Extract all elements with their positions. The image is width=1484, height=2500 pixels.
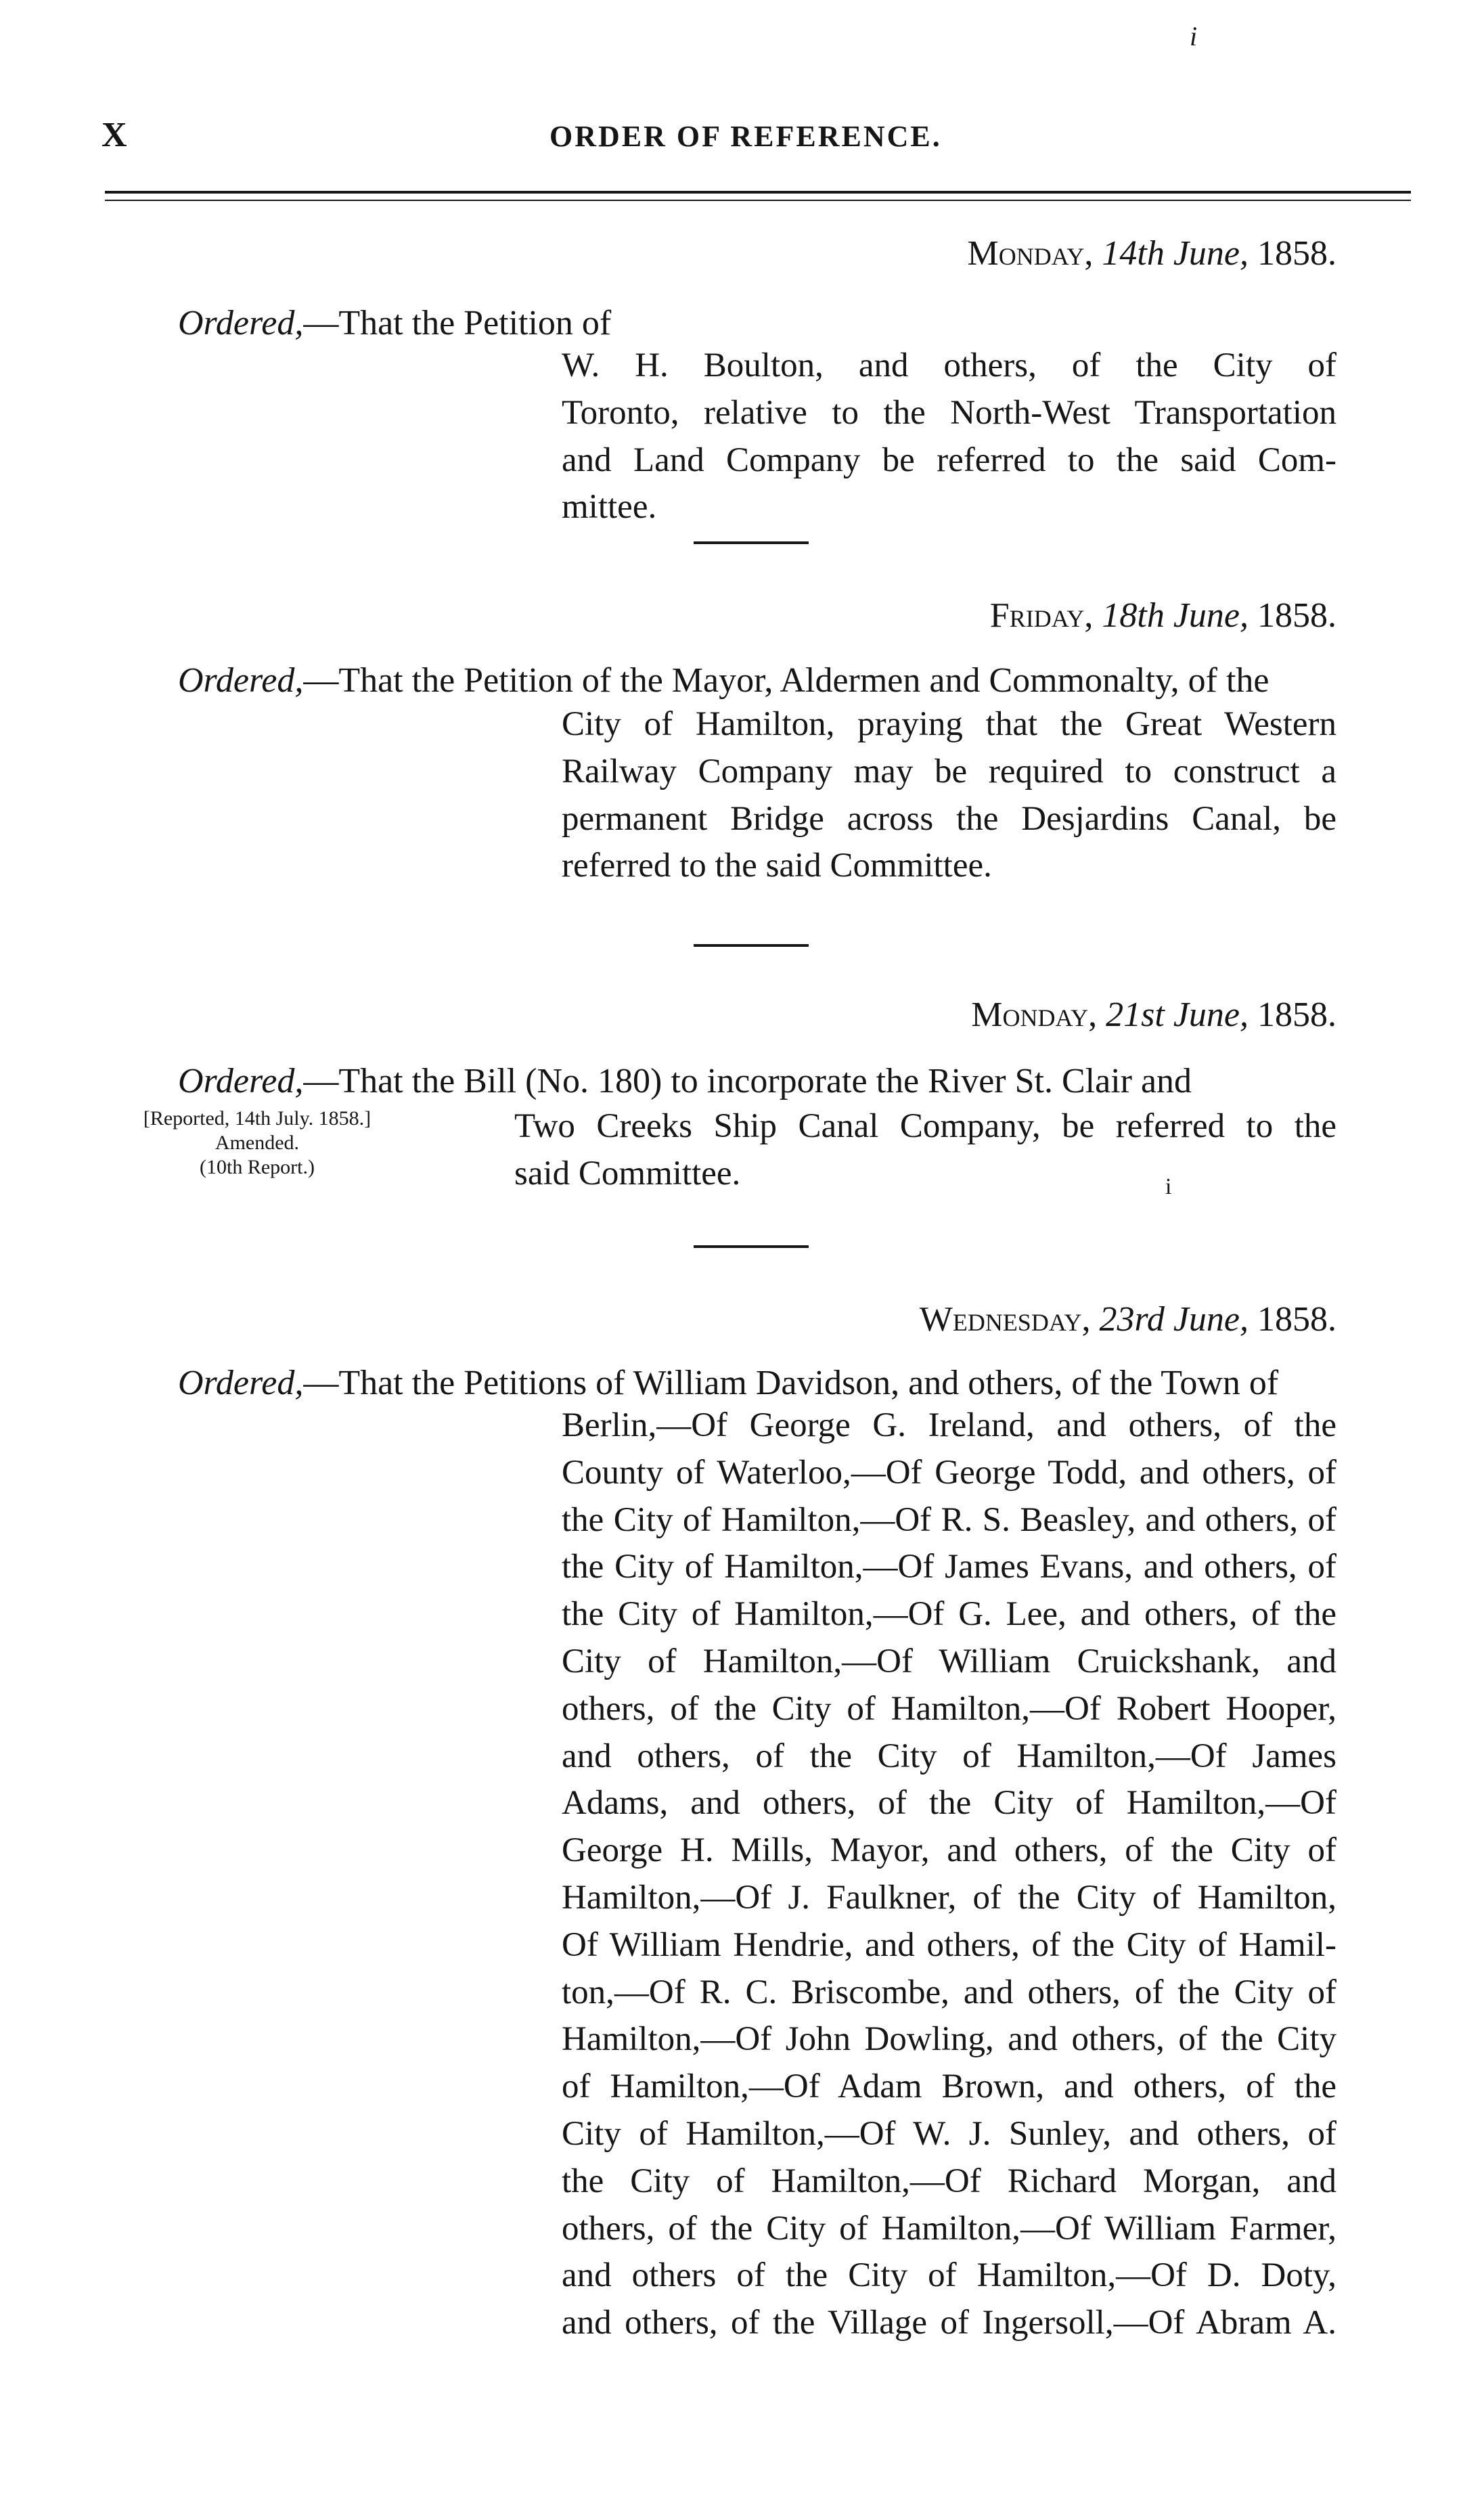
body-line: W. H. Boulton, and others, of the City of	[562, 347, 1336, 384]
body-line: the City of Hamilton,—Of G. Lee, and others, of the	[562, 1595, 1336, 1634]
page-number: X	[102, 116, 129, 154]
ordered-lead: —That the Bill (No. 180) to incorporate the River St. Clair and	[303, 1062, 1192, 1100]
ordered-label: Ordered,	[178, 661, 304, 700]
ordered-line	[178, 1061, 1192, 1101]
ordered-lead: —That the Petition of the Mayor, Aldermen and Commonalty, of the	[303, 661, 1269, 700]
ordered-lead: —That the Petition of	[303, 304, 612, 342]
ordered-line	[178, 661, 1269, 700]
body-line: mittee.	[562, 488, 657, 527]
body-line: Railway Company may be required to construct a	[562, 752, 1336, 790]
section-separator	[694, 944, 809, 947]
body-line: Hamilton,—Of John Dowling, and others, of the City	[562, 2020, 1336, 2059]
body-line: City of Hamilton,—Of William Cruickshank, and	[562, 1642, 1336, 1680]
ordered-label: Ordered,	[178, 1062, 304, 1100]
ordered-label: Ordered,	[178, 1364, 304, 1402]
body-line: others, of the City of Hamilton,—Of William Farmer,	[562, 2209, 1336, 2248]
section-separator	[694, 1245, 809, 1248]
entry-date: Wednesday, 23rd June, 1858.	[919, 1300, 1336, 1339]
body-line: County of Waterloo,—Of George Todd, and others, of	[562, 1453, 1336, 1492]
body-line: Hamilton,—Of J. Faulkner, of the City of Hamilton,	[562, 1878, 1336, 1917]
body-line: others, of the City of Hamilton,—Of Robert Hooper,	[562, 1689, 1336, 1728]
entry-body	[562, 701, 1336, 890]
entry-body	[514, 1103, 1336, 1198]
body-line: the City of Hamilton,—Of James Evans, and others, of	[562, 1548, 1336, 1586]
entry-date: Monday, 14th June, 1858.	[967, 234, 1336, 273]
entry-body	[562, 1402, 1336, 2347]
body-line: the City of Hamilton,—Of Richard Morgan, and	[562, 2162, 1336, 2200]
body-line: Toronto, relative to the North-West Transportation	[562, 393, 1336, 432]
margin-note-line: Amended.	[215, 1132, 300, 1154]
section-separator	[694, 541, 809, 544]
body-line: permanent Bridge across the Desjardins Canal, be	[562, 799, 1336, 838]
body-line: City of Hamilton, praying that the Great Western	[562, 705, 1336, 743]
margin-note-line: [Reported, 14th July. 1858.]	[143, 1107, 372, 1130]
body-line: and others, of the Village of Ingersoll,—Of Abram A.	[562, 2304, 1336, 2342]
body-line: referred to the said Committee.	[562, 847, 992, 885]
entry-date: Friday, 18th June, 1858.	[989, 596, 1336, 635]
ordered-line	[178, 1363, 1278, 1403]
body-line: and others of the City of Hamilton,—Of D. Doty,	[562, 2256, 1336, 2295]
body-line: George H. Mills, Mayor, and others, of the City of	[562, 1831, 1336, 1870]
body-line: ton,—Of R. C. Briscombe, and others, of the City of	[562, 1973, 1336, 2011]
body-line: Of William Hendrie, and others, of the City of Hamil-	[562, 1925, 1336, 1964]
ordered-label: Ordered,	[178, 304, 304, 342]
body-line: said Committee.	[514, 1154, 741, 1192]
entry-date: Monday, 21st June, 1858.	[971, 996, 1336, 1034]
running-head: ORDER OF REFERENCE.	[549, 120, 942, 153]
body-line: Berlin,—Of George G. Ireland, and others, of the	[562, 1406, 1336, 1444]
body-line: of Hamilton,—Of Adam Brown, and others, of the	[562, 2068, 1336, 2106]
body-line: City of Hamilton,—Of W. J. Sunley, and others, of	[562, 2114, 1336, 2153]
corner-mark: i	[1190, 21, 1198, 51]
body-line: and Land Company be referred to the said Com-	[562, 441, 1336, 479]
header-rule-thin	[105, 200, 1411, 201]
body-line: Adams, and others, of the City of Hamilton,—Of	[562, 1784, 1336, 1823]
header-rule-thick	[105, 191, 1411, 194]
body-line: the City of Hamilton,—Of R. S. Beasley, and others, of	[562, 1500, 1336, 1539]
ordered-lead: —That the Petitions of William Davidson, and others, of the Town of	[303, 1364, 1279, 1402]
ordered-line	[178, 303, 611, 343]
body-line: and others, of the City of Hamilton,—Of James	[562, 1737, 1336, 1775]
margin-note	[51, 1107, 464, 1180]
entry-body	[562, 342, 1336, 531]
margin-note-line: (10th Report.)	[200, 1156, 315, 1178]
stray-mark: i	[1165, 1174, 1172, 1199]
body-line: Two Creeks Ship Canal Company, be referred to the	[514, 1107, 1336, 1145]
